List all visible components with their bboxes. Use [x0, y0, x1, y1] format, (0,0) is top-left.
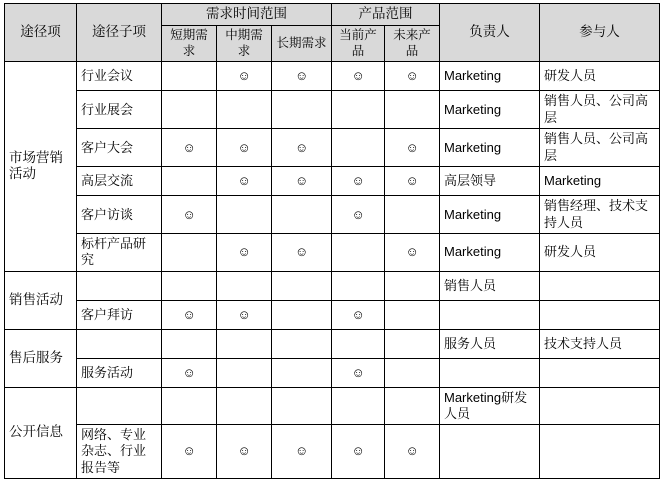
- owner-cell: Marketing: [440, 129, 540, 167]
- category-cell: 售后服务: [5, 329, 77, 387]
- table-row: [5, 358, 660, 387]
- smiley-icon: ☺: [295, 173, 309, 188]
- smiley-icon: ☺: [237, 443, 251, 459]
- mark-cell-mid-term: [217, 196, 272, 234]
- mark-cell-current-product: [332, 271, 385, 300]
- mark-cell-short-term: [162, 300, 217, 329]
- table-row: [5, 387, 660, 425]
- mark-cell-mid-term: [217, 129, 272, 167]
- mark-cell-future-product: [385, 196, 440, 234]
- mark-cell-current-product: [332, 329, 385, 358]
- category-cell: 市场营销活动: [5, 62, 77, 272]
- requirements-table: [4, 3, 660, 479]
- participants-cell: [540, 387, 660, 425]
- subitem-cell: 行业会议: [77, 62, 162, 91]
- participants-cell: 研发人员: [540, 234, 660, 272]
- mark-cell-mid-term: [217, 300, 272, 329]
- smiley-icon: ☺: [295, 244, 309, 260]
- mark-cell-future-product: [385, 129, 440, 167]
- smiley-icon: ☺: [237, 173, 251, 188]
- participants-cell: Marketing: [540, 167, 660, 196]
- mark-cell-long-term: [272, 300, 332, 329]
- mark-cell-future-product: [385, 271, 440, 300]
- subitem-cell: [77, 329, 162, 358]
- mark-cell-short-term: [162, 196, 217, 234]
- participants-cell: 销售人员、公司高层: [540, 91, 660, 129]
- header-path-subitem: 途径子项: [77, 4, 162, 62]
- mark-cell-long-term: [272, 425, 332, 479]
- mark-cell-current-product: [332, 425, 385, 479]
- owner-cell: 销售人员: [440, 271, 540, 300]
- participants-cell: 销售人员、公司高层: [540, 129, 660, 167]
- mark-cell-future-product: [385, 91, 440, 129]
- mark-cell-short-term: [162, 387, 217, 425]
- table-row: [5, 300, 660, 329]
- smiley-icon: ☺: [237, 139, 251, 155]
- smiley-icon: ☺: [182, 139, 196, 155]
- mark-cell-current-product: [332, 129, 385, 167]
- smiley-icon: ☺: [237, 68, 251, 83]
- subitem-cell: [77, 387, 162, 425]
- subitem-cell: 行业展会: [77, 91, 162, 129]
- mark-cell-mid-term: [217, 167, 272, 196]
- mark-cell-current-product: [332, 358, 385, 387]
- mark-cell-long-term: [272, 62, 332, 91]
- smiley-icon: ☺: [405, 139, 419, 155]
- smiley-icon: ☺: [237, 244, 251, 260]
- smiley-icon: ☺: [405, 443, 419, 459]
- mark-cell-short-term: [162, 271, 217, 300]
- header-short-term: 短期需求: [162, 25, 217, 61]
- smiley-icon: ☺: [182, 306, 196, 322]
- mark-cell-long-term: [272, 329, 332, 358]
- smiley-icon: ☺: [405, 173, 419, 188]
- participants-cell: 技术支持人员: [540, 329, 660, 358]
- owner-cell: Marketing: [440, 62, 540, 91]
- owner-cell: Marketing: [440, 91, 540, 129]
- smiley-icon: ☺: [405, 244, 419, 260]
- smiley-icon: ☺: [237, 306, 251, 322]
- mark-cell-future-product: [385, 300, 440, 329]
- owner-cell: [440, 425, 540, 479]
- mark-cell-future-product: [385, 329, 440, 358]
- header-path-item: 途径项: [5, 4, 77, 62]
- table-row: [5, 271, 660, 300]
- mark-cell-mid-term: [217, 387, 272, 425]
- mark-cell-short-term: [162, 234, 217, 272]
- smiley-icon: ☺: [351, 364, 365, 380]
- document-sheet: [0, 3, 664, 499]
- participants-cell: [540, 425, 660, 479]
- mark-cell-long-term: [272, 196, 332, 234]
- smiley-icon: ☺: [351, 173, 365, 188]
- owner-cell: 高层领导: [440, 167, 540, 196]
- subitem-cell: [77, 271, 162, 300]
- table-row: [5, 91, 660, 129]
- mark-cell-long-term: [272, 358, 332, 387]
- mark-cell-short-term: [162, 129, 217, 167]
- mark-cell-current-product: [332, 167, 385, 196]
- smiley-icon: ☺: [295, 68, 309, 83]
- mark-cell-future-product: [385, 425, 440, 479]
- header-owner: 负责人: [440, 4, 540, 62]
- participants-cell: [540, 271, 660, 300]
- smiley-icon: ☺: [351, 306, 365, 322]
- mark-cell-current-product: [332, 196, 385, 234]
- table-row: [5, 425, 660, 479]
- participants-cell: 研发人员: [540, 62, 660, 91]
- mark-cell-mid-term: [217, 271, 272, 300]
- smiley-icon: ☺: [405, 68, 419, 83]
- participants-cell: [540, 300, 660, 329]
- mark-cell-long-term: [272, 271, 332, 300]
- owner-cell: Marketing研发人员: [440, 387, 540, 425]
- mark-cell-short-term: [162, 62, 217, 91]
- mark-cell-short-term: [162, 91, 217, 129]
- owner-cell: Marketing: [440, 196, 540, 234]
- mark-cell-mid-term: [217, 358, 272, 387]
- table-row: [5, 329, 660, 358]
- smiley-icon: ☺: [351, 206, 365, 222]
- header-future-product: 未来产品: [385, 25, 440, 61]
- owner-cell: [440, 358, 540, 387]
- mark-cell-future-product: [385, 167, 440, 196]
- mark-cell-short-term: [162, 425, 217, 479]
- table-row: [5, 167, 660, 196]
- mark-cell-mid-term: [217, 425, 272, 479]
- header-demand-time-range: 需求时间范围: [162, 4, 332, 26]
- mark-cell-current-product: [332, 387, 385, 425]
- mark-cell-short-term: [162, 167, 217, 196]
- subitem-cell: 网络、专业杂志、行业报告等: [77, 425, 162, 479]
- header-mid-term: 中期需求: [217, 25, 272, 61]
- mark-cell-future-product: [385, 62, 440, 91]
- header-participants: 参与人: [540, 4, 660, 62]
- mark-cell-short-term: [162, 358, 217, 387]
- subitem-cell: 客户访谈: [77, 196, 162, 234]
- smiley-icon: ☺: [295, 443, 309, 459]
- table-row: [5, 62, 660, 91]
- mark-cell-mid-term: [217, 329, 272, 358]
- mark-cell-short-term: [162, 329, 217, 358]
- mark-cell-current-product: [332, 234, 385, 272]
- table-row: [5, 196, 660, 234]
- mark-cell-mid-term: [217, 234, 272, 272]
- participants-cell: 销售经理、技术支持人员: [540, 196, 660, 234]
- subitem-cell: 客户大会: [77, 129, 162, 167]
- participants-cell: [540, 358, 660, 387]
- table-row: [5, 129, 660, 167]
- table-row: [5, 234, 660, 272]
- mark-cell-future-product: [385, 358, 440, 387]
- smiley-icon: ☺: [182, 364, 196, 380]
- smiley-icon: ☺: [182, 206, 196, 222]
- mark-cell-long-term: [272, 129, 332, 167]
- owner-cell: Marketing: [440, 234, 540, 272]
- subitem-cell: 标杆产品研究: [77, 234, 162, 272]
- subitem-cell: 客户拜访: [77, 300, 162, 329]
- mark-cell-future-product: [385, 234, 440, 272]
- header-current-product: 当前产品: [332, 25, 385, 61]
- mark-cell-current-product: [332, 300, 385, 329]
- smiley-icon: ☺: [351, 68, 365, 83]
- table-body: [5, 62, 660, 479]
- owner-cell: [440, 300, 540, 329]
- mark-cell-mid-term: [217, 91, 272, 129]
- smiley-icon: ☺: [295, 139, 309, 155]
- mark-cell-long-term: [272, 167, 332, 196]
- mark-cell-long-term: [272, 234, 332, 272]
- smiley-icon: ☺: [351, 443, 365, 459]
- table-header: [5, 4, 660, 62]
- category-cell: 销售活动: [5, 271, 77, 329]
- mark-cell-long-term: [272, 387, 332, 425]
- header-product-range: 产品范围: [332, 4, 440, 26]
- header-long-term: 长期需求: [272, 25, 332, 61]
- subitem-cell: 高层交流: [77, 167, 162, 196]
- mark-cell-mid-term: [217, 62, 272, 91]
- mark-cell-future-product: [385, 387, 440, 425]
- owner-cell: 服务人员: [440, 329, 540, 358]
- header-row-top: [5, 4, 660, 26]
- mark-cell-current-product: [332, 62, 385, 91]
- mark-cell-long-term: [272, 91, 332, 129]
- smiley-icon: ☺: [182, 443, 196, 459]
- subitem-cell: 服务活动: [77, 358, 162, 387]
- mark-cell-current-product: [332, 91, 385, 129]
- category-cell: 公开信息: [5, 387, 77, 478]
